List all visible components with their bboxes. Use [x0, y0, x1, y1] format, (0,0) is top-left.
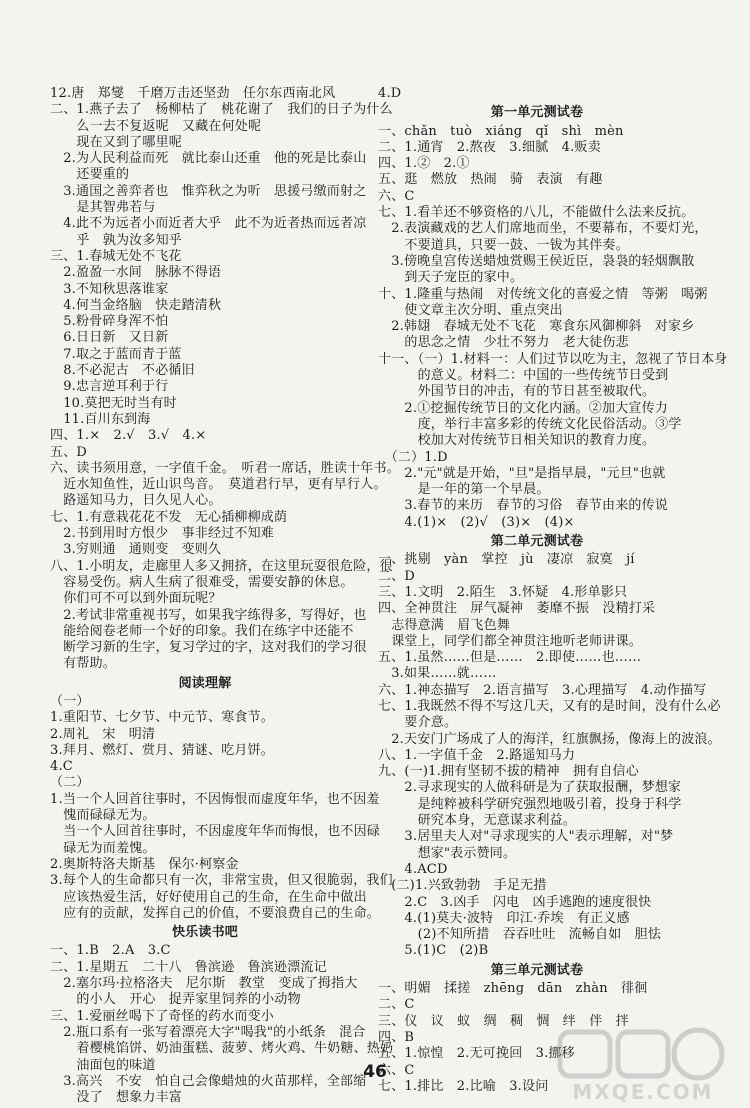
answer-line: 外国节日的冲击，有的节日甚至被取代。	[378, 384, 656, 400]
answer-line: 十一、（一）1.材料一：人们过节以吃为主，忽视了节日本身	[378, 351, 728, 367]
answer-line: 2.考试非常重视书写，如果我字练得多，写得好，也	[50, 607, 367, 623]
answer-line: 还要重的	[50, 167, 130, 183]
answer-line: 路遥知马力，日久见人心。	[50, 493, 222, 509]
answer-line: 志得意满 眉飞色舞	[378, 617, 511, 633]
answer-line: 油面包的味道	[50, 1057, 156, 1073]
answer-line: 4.D	[378, 86, 402, 101]
answer-line: 四、1.② 2.①	[378, 156, 470, 172]
answer-line: 四、B	[378, 1029, 415, 1045]
answer-line: 1.重阳节、七夕节、中元节、寒食节。	[50, 710, 275, 726]
answer-line: 5.粉骨碎身浑不怕	[50, 314, 169, 330]
section-heading: 第三单元测试卷	[490, 962, 584, 978]
answer-line: 2.书到用时方恨少 事非经过不知难	[50, 526, 275, 542]
answer-line: 五、D	[50, 444, 88, 460]
answer-line: 一、chǎn tuò xiáng qǐ shì mèn	[378, 123, 624, 139]
answer-line: 的思念之情 少壮不努力 老大徒伤悲	[378, 335, 629, 351]
answer-line: 4.(1)莫夫·波特 印江·乔埃 有正义感	[378, 910, 630, 926]
answer-line: 三、1.春城无处不飞花	[50, 248, 182, 264]
answer-line: 二、1.燕子去了 杨柳枯了 桃花谢了 我们的日子为什么	[50, 102, 393, 118]
answer-line: 3.如果……就……	[378, 666, 497, 682]
answer-line: 碌无为而羞愧。	[50, 840, 156, 856]
watermark-text: MXQE.COM	[572, 1080, 714, 1104]
answer-line: 3.不知秋思落谁家	[50, 281, 169, 297]
answer-line: 1.当一个人回首往事时，不因悔恨而虚度年华，也不因羞	[50, 791, 380, 807]
answer-line: (2)不知所措 吞吞吐吐 流畅自如 胆怯	[378, 927, 662, 943]
answer-line: 2.C 3.凶手 闪电 凶手逃跑的速度很快	[378, 894, 652, 910]
right-column	[378, 86, 728, 1095]
answer-line: 8.不必泥古 不必循旧	[50, 363, 195, 379]
answer-line: 愧而碌碌无为。	[50, 808, 156, 824]
answer-line: 你们可不可以到外面玩呢？	[50, 591, 222, 607]
answer-line: 使文章主次分明、重点突出	[378, 302, 563, 318]
answer-line: 一、1.B 2.A 3.C	[50, 943, 171, 959]
answer-line: 的意义。材料二：中国的一些传统节日受到	[378, 368, 669, 384]
answer-line: 应有的贡献，发挥自己的价值，不要浪费自己的生命。	[50, 905, 381, 921]
answer-line: 3.春节的来历 春节的习俗 春节由来的传说	[378, 498, 669, 514]
answer-line: 3.每个人的生命都只有一次，非常宝贵，但又很脆弱，我们	[50, 873, 393, 889]
answer-line: 六、1.神态描写 2.语言描写 3.心理描写 4.动作描写	[378, 682, 707, 698]
answer-line: 五、逛 燃放 热闹 骑 表演 有趣	[378, 172, 603, 188]
page-number: 46	[363, 1062, 387, 1082]
answer-line: 3.居里夫人对"寻求现实的人"表示理解，对"梦	[378, 829, 674, 845]
answer-line: 断学习新的生字，复习学过的字，这对我们的学习很	[50, 640, 367, 656]
answer-line: 现在又到了哪里呢	[50, 134, 183, 150]
answer-line: 2.天安门广场成了人的海洋，红旗飘扬，像海上的波浪。	[378, 731, 721, 747]
answer-line: 度，举行丰富多彩的传统文化民俗活动。③学	[378, 416, 682, 432]
answer-line: 乎 孰为汝多知乎	[50, 232, 183, 248]
answer-line: 3.拜月、燃灯、赏月、猜谜、吃月饼。	[50, 742, 275, 758]
answer-line: 九、(一)1.拥有坚韧不拔的精神 拥有自信心	[378, 764, 639, 780]
answer-line: （二）1.D	[378, 449, 448, 465]
answer-line: 4.ACD	[378, 861, 448, 877]
answer-line: 3.穷则通 通则变 变则久	[50, 542, 222, 558]
answer-line: 2.盈盈一水间 脉脉不得语	[50, 265, 222, 281]
answer-line: 不要道具，只要一鼓、一钹为其伴奏。	[378, 237, 629, 253]
answer-line: 没了 想象力丰富	[50, 1090, 183, 1106]
answer-line: 七、1.我既然不得不写这几天，又有的是时间，没有什么必	[378, 698, 721, 714]
answer-line: 11.百川东到海	[50, 411, 151, 427]
answer-line: 四、1.× 2.√ 3.√ 4.×	[50, 428, 207, 444]
section-heading: 第二单元测试卷	[490, 534, 584, 550]
answer-line: 二、1.星期五 二十八 鲁滨逊 鲁滨逊漂流记	[50, 959, 327, 975]
answer-line: 12.唐 郑燮 千磨万击还坚劲 任尔东西南北风	[50, 86, 336, 101]
answer-line: 五、1.虽然……但是…… 2.即使……也……	[378, 650, 642, 666]
answer-line: 十、1.隆重与热闹 对传统文化的喜爱之情 等粥 喝粥	[378, 286, 708, 302]
answer-line: 四、全神贯注 屏气凝神 萎靡不振 没精打采	[378, 601, 656, 617]
answer-line: 六、C	[378, 188, 415, 204]
answer-line: 近水知鱼性，近山识鸟音。 莫道君行早，更有早行人。	[50, 477, 387, 493]
answer-line: 2.周礼 宋 明清	[50, 726, 156, 742]
answer-line: 是纯粹被科学研究强烈地吸引着，投身于科学	[378, 796, 682, 812]
answer-line: 六、C	[378, 1062, 415, 1078]
answer-line: 二、1.通宵 2.熬夜 3.细腻 4.贩卖	[378, 139, 601, 155]
answer-line: 八、1.小明友，走廊里人多又拥挤，在这里玩耍很危险，很	[50, 558, 393, 574]
answer-line: 容易受伤。病人生病了很难受，需要安静的休息。	[50, 574, 354, 590]
answer-line: 7.取之于蓝而青于蓝	[50, 346, 182, 362]
answer-line: 一、挑剔 yàn 掌控 jù 凄凉 寂寞 jí	[378, 552, 635, 568]
answer-line: 要介意。	[378, 715, 458, 731]
answer-line: 二、D	[378, 568, 416, 584]
answer-line: 一、明媚 揉搓 zhēng dān zhàn 徘徊	[378, 981, 648, 997]
answer-line: 2.为人民利益而死 就比泰山还重 他的死是比泰山	[50, 151, 367, 167]
answer-line: 着樱桃馅饼、奶油蛋糕、菠萝、烤火鸡、牛奶糖、热奶	[50, 1041, 394, 1057]
answer-line: 2.①挖掘传统节日的文化内涵。②加大宣传力	[378, 400, 669, 416]
answer-line: 3.高兴 不安 怕自己会像蜡烛的火苗那样，全部缩	[50, 1073, 367, 1089]
answer-line: 课堂上，同学们都全神贯注地听老师讲课。	[378, 633, 643, 649]
answer-line: 七、1.排比 2.比喻 3.设问	[378, 1078, 549, 1094]
answer-line: 2.寻求现实的人做科研是为了获取报酬，梦想家	[378, 780, 682, 796]
answer-line: 八、1.一字值千金 2.路遥知马力	[378, 747, 576, 763]
answer-line: 4.C	[50, 759, 73, 775]
answer-line: 到天子宠臣的家中。	[378, 270, 524, 286]
answer-line: 2."元"就是开始，"旦"是指早晨，"元旦"也就	[378, 465, 666, 481]
answer-line: 三、1.爱丽丝喝下了奇怪的药水而变小	[50, 1008, 275, 1024]
answer-line: 4.(1)× (2)√ (3)× (4)×	[378, 514, 575, 530]
answer-line: 研究本身，无意谋求利益。	[378, 813, 577, 829]
answer-line: 三、1.文明 2.陌生 3.怀疑 4.形单影只	[378, 584, 628, 600]
answer-line: 五、1.惊惶 2.无可挽回 3.挪移	[378, 1046, 575, 1062]
answer-line: 2.瓶口系有一张写着漂亮大字"喝我"的小纸条 混合	[50, 1024, 366, 1040]
section-heading: 第一单元测试卷	[490, 105, 584, 121]
answer-line: 是一年的第一个早晨。	[378, 482, 550, 498]
answer-line: 3.傍晚皇宫传送蜡烛赏赐王侯近臣，袅袅的轻烟飘散	[378, 253, 695, 269]
answer-line: 当一个人回首往事时，不因虚度年华而悔恨，也不因碌	[50, 824, 381, 840]
answer-line: 校加大对传统节日相关知识的教育力度。	[378, 433, 656, 449]
answer-line: 七、1.看羊还不够资格的八儿，不能做什么法来反抗。	[378, 205, 695, 221]
answer-line: 的小人 开心 捉弄家里饲养的小动物	[50, 992, 301, 1008]
answer-line: 么一去不复返呢 又藏在何处呢	[50, 118, 262, 134]
answer-line: 9.忠言逆耳利于行	[50, 379, 169, 395]
answer-line: 能给阅卷老师一个好的印象。我们在练字中还能不	[50, 623, 354, 639]
section-heading: 快乐读书吧	[171, 925, 238, 941]
answer-line: 三、仪 议 蚁 绸 稠 惆 绊 伴 拌	[378, 1013, 629, 1029]
answer-line: 4.此不为远者小而近者大乎 此不为近者热而远者凉	[50, 216, 367, 232]
answer-line: 有帮助。	[50, 656, 117, 672]
answer-line: 2.表演藏戏的艺人们席地而坐，不要幕布，不要灯光，	[378, 221, 708, 237]
answer-line: （二）	[50, 775, 90, 791]
section-heading: 阅读理解	[178, 675, 232, 691]
answer-line: (二)1.兴致勃勃 手足无措	[378, 878, 547, 894]
answer-line: 10.莫把无时当有时	[50, 395, 177, 411]
answer-line: （一）	[50, 693, 90, 709]
answer-line: 想家"表示赞同。	[378, 845, 517, 861]
answer-line: 6.日日新 又日新	[50, 330, 169, 346]
answer-line: 2.韩翃 春城无处不飞花 寒食东风御柳斜 对家乡	[378, 319, 695, 335]
answer-line: 2.塞尔玛·拉格洛夫 尼尔斯 教堂 变成了拇指大	[50, 976, 358, 992]
answer-line: 5.(1)C (2)B	[378, 943, 489, 959]
answer-line: 六、读书须用意，一字值千金。 听君一席话，胜读十年书。	[50, 460, 400, 476]
answer-line: 是其智弗若与	[50, 200, 156, 216]
answer-line: 4.何当金络脑 快走踏清秋	[50, 297, 222, 313]
answer-line: 2.奥斯特洛夫斯基 保尔·柯察金	[50, 856, 239, 872]
answer-line: 七、1.有意栽花花不发 无心插柳柳成荫	[50, 509, 288, 525]
answer-line: 二、C	[378, 997, 415, 1013]
answer-line: 3.通国之善弈者也 惟弈秋之为听 思援弓缴而射之	[50, 183, 367, 199]
answer-line: 应该热爱生活，好好使用自己的生命，在生命中做出	[50, 889, 367, 905]
